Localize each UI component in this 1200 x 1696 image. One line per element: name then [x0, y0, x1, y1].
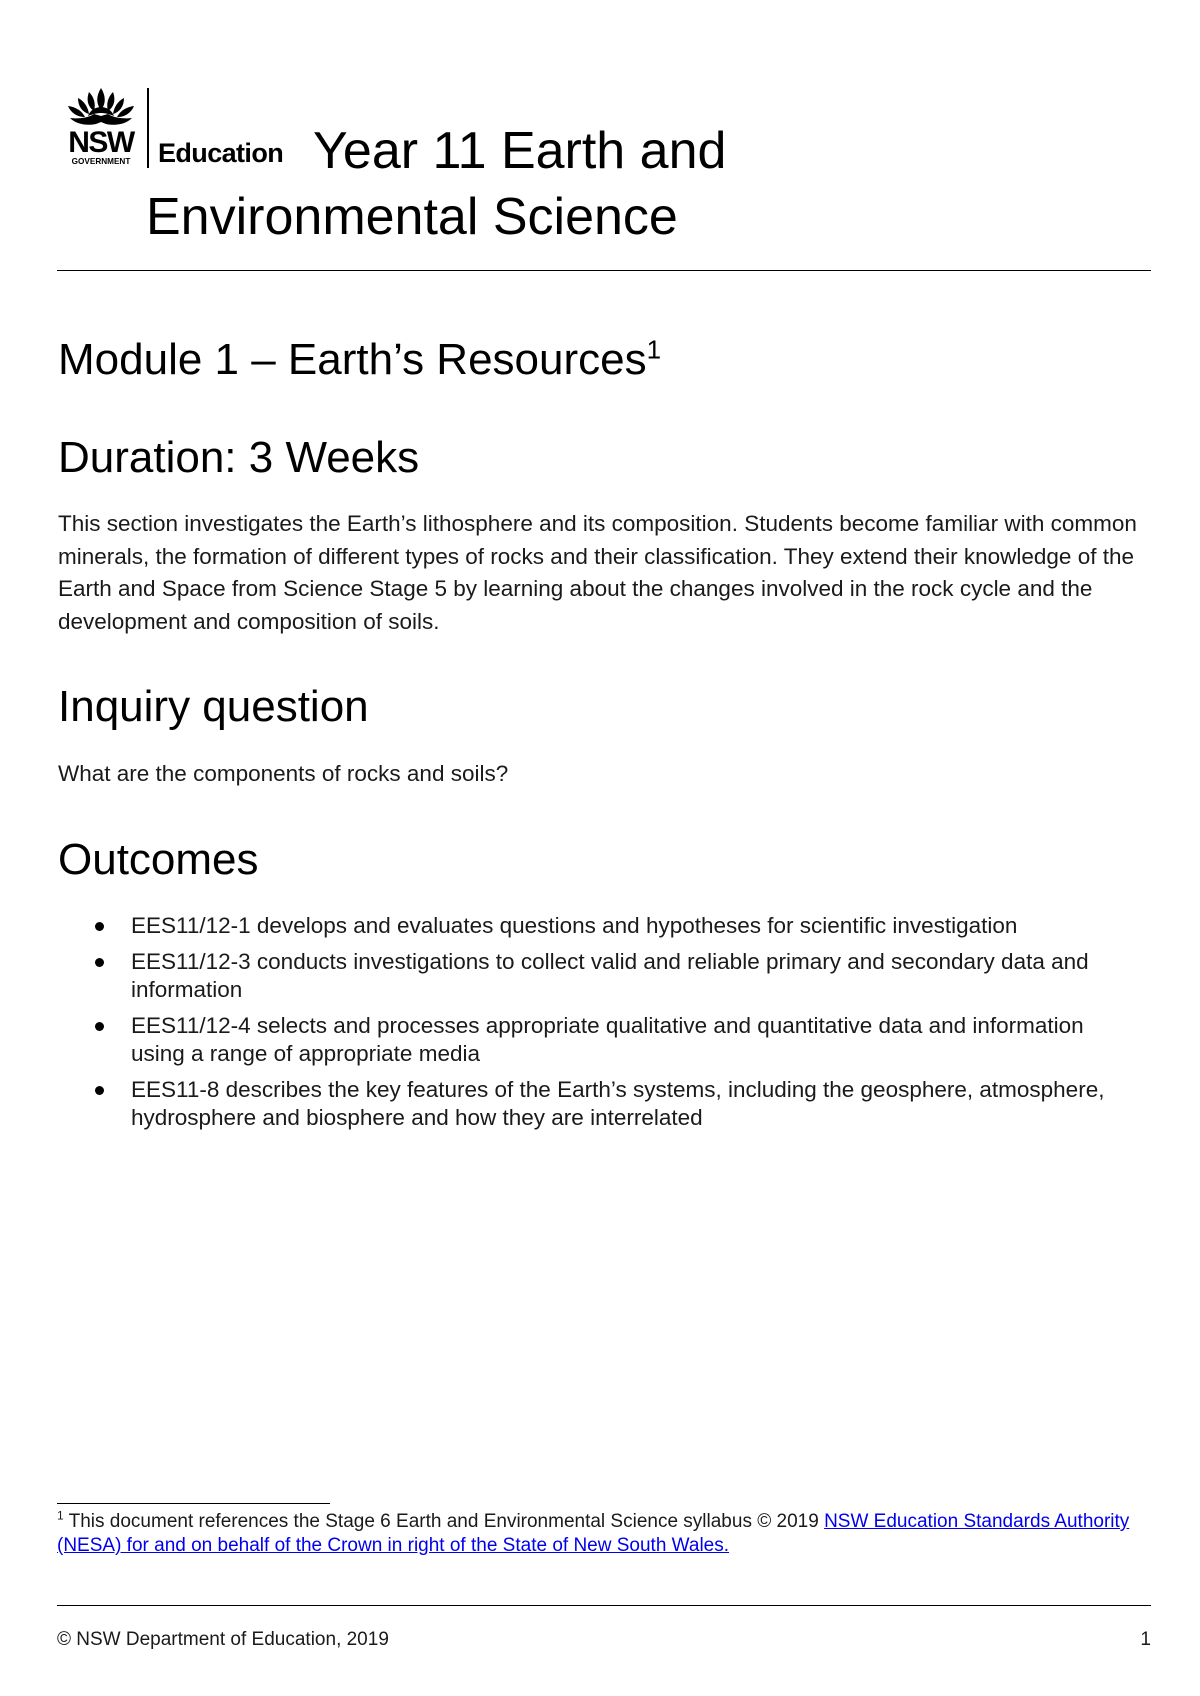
outcome-text: EES11-8 describes the key features of the Earth’s systems, including the geosphere, atmosphere, hydrosphere and biosphere and how they are interrelated: [131, 1076, 1105, 1130]
logo-education-wordmark: Education: [158, 138, 284, 168]
footnote-text: This document references the Stage 6 Earth and Environmental Science syllabus © 2019: [63, 1511, 825, 1532]
title-line-2: Environmental Science: [146, 188, 678, 246]
outcomes-heading: Outcomes: [58, 835, 259, 884]
svg-text:GOVERNMENT: GOVERNMENT: [71, 157, 131, 166]
bullet-icon: [95, 1022, 104, 1031]
module-heading: [58, 334, 661, 386]
outcome-item: [0, 912, 1131, 941]
nsw-government-logo: [56, 86, 146, 170]
footer-copyright: © NSW Department of Education, 2019: [57, 1629, 389, 1650]
title-line-1: Year 11 Earth and: [313, 122, 727, 180]
inquiry-heading: Inquiry question: [58, 682, 369, 731]
duration-heading: Duration: 3 Weeks: [58, 433, 420, 482]
module-heading-text: Module 1 – Earth’s Resources: [58, 335, 647, 384]
bullet-icon: [95, 1086, 104, 1095]
header-rule: [57, 270, 1151, 271]
inquiry-question: What are the components of rocks and soils?: [58, 761, 509, 786]
svg-text:NSW: NSW: [68, 126, 134, 159]
outcome-text: EES11/12-4 selects and processes appropriate qualitative and quantitative data and information using a range of appropriate media: [131, 1012, 1084, 1066]
footnote: [57, 1510, 1167, 1558]
waratah-icon: [56, 86, 146, 170]
document-title: [146, 118, 1046, 250]
nesa-link[interactable]: NSW Education Standards Authority (NESA) for and on behalf of the Crown in right of the State of New South Wales.: [57, 1511, 1130, 1556]
bullet-icon: [95, 922, 104, 931]
outcomes-list: [0, 912, 1200, 1140]
outcome-item: [0, 948, 1131, 1005]
footnote-separator: [57, 1503, 330, 1504]
bullet-icon: [95, 958, 104, 967]
footer-rule: [57, 1605, 1151, 1606]
outcome-text: EES11/12-1 develops and evaluates questions and hypotheses for scientific investigation: [131, 913, 1018, 938]
page-number: 1: [1140, 1629, 1151, 1650]
section-description: This section investigates the Earth’s lithosphere and its composition. Students become familiar with common minerals, the formation of different types of rocks and their classification. They extend their knowledge of the Earth and Space from Science Stage 5 by learning about the changes involved in the rock cycle and the development and composition of soils.: [58, 511, 1137, 634]
footnote-reference[interactable]: 1: [646, 334, 662, 365]
outcome-item: [0, 1076, 1131, 1133]
outcome-item: [0, 1012, 1131, 1069]
outcome-text: EES11/12-3 conducts investigations to collect valid and reliable primary and secondary data and information: [131, 948, 1089, 1002]
footnote-marker: 1: [57, 1508, 64, 1523]
